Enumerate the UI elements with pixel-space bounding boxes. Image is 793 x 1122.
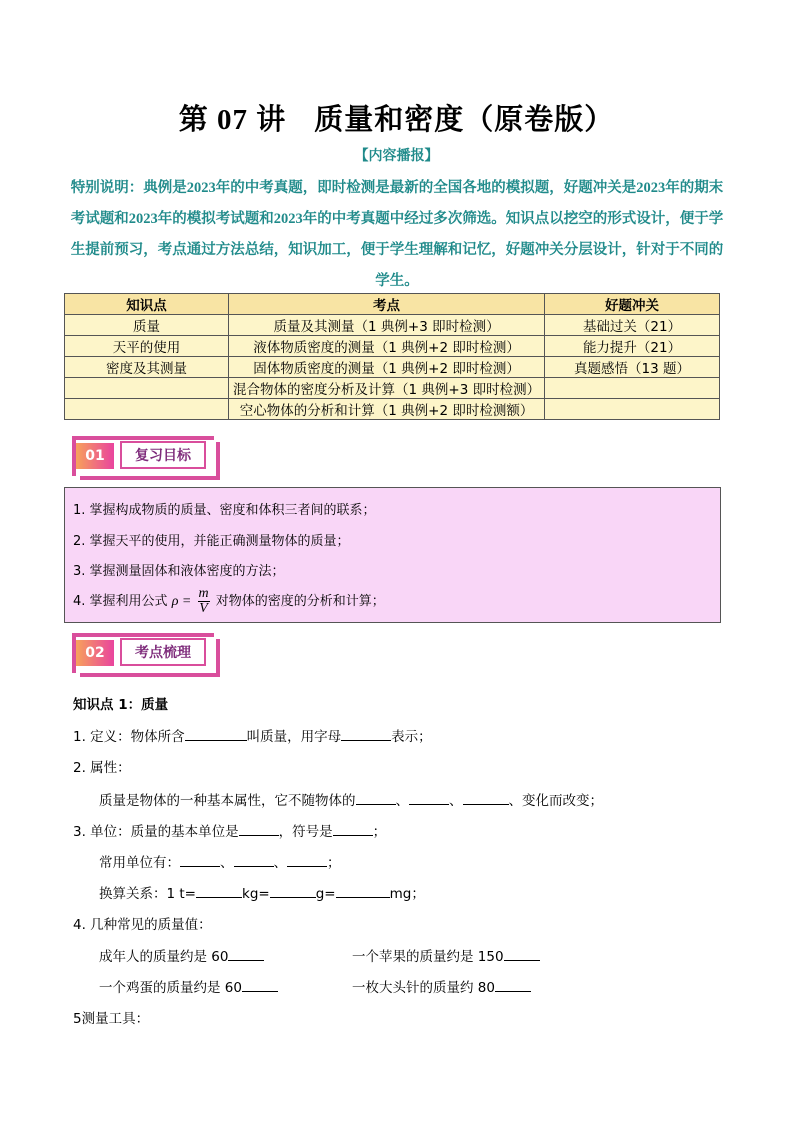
fill-blank[interactable] xyxy=(463,791,509,805)
fill-blank[interactable] xyxy=(287,853,327,867)
table-cell: 固体物质密度的测量（1 典例+2 即时检测） xyxy=(229,357,545,378)
fill-blank[interactable] xyxy=(341,727,391,741)
fill-blank[interactable] xyxy=(495,978,531,992)
goal-item: 1. 掌握构成物质的质量、密度和体积三者间的联系； xyxy=(73,503,376,518)
property-heading: 2. 属性： xyxy=(73,760,131,776)
table-cell: 真题感悟（13 题） xyxy=(545,357,720,378)
table-cell: 密度及其测量 xyxy=(65,357,229,378)
page-title: 第 07 讲 质量和密度（原卷版） xyxy=(178,104,615,136)
table-cell xyxy=(65,378,229,399)
table-header: 知识点 xyxy=(65,294,229,315)
fill-blank[interactable] xyxy=(234,853,274,867)
unit-line: 3. 单位：质量的基本单位是 ，符号是 ； xyxy=(73,824,387,840)
table-header: 考点 xyxy=(229,294,545,315)
table-cell xyxy=(65,399,229,420)
fill-blank[interactable] xyxy=(228,947,264,961)
table-cell: 液体物质密度的测量（1 典例+2 即时检测） xyxy=(229,336,545,357)
mass-example: 一个鸡蛋的质量约是 60 xyxy=(99,976,278,996)
table-row xyxy=(65,315,720,336)
definition-line: 1. 定义：物体所含 叫质量，用字母 表示； xyxy=(73,729,432,745)
conversion-line: 换算关系：1 t= kg= g= mg； xyxy=(99,886,425,902)
section-number: 02 xyxy=(76,640,114,666)
fill-blank[interactable] xyxy=(356,791,396,805)
table-cell: 基础过关（21） xyxy=(545,315,720,336)
table-cell: 质量及其测量（1 典例+3 即时检测） xyxy=(229,315,545,336)
table-cell xyxy=(545,378,720,399)
table-cell xyxy=(545,399,720,420)
review-goals-box xyxy=(64,487,721,623)
property-line: 质量是物体的一种基本属性，它不随物体的 、 、 、变化而改变； xyxy=(99,793,603,809)
table-cell: 质量 xyxy=(65,315,229,336)
fill-blank[interactable] xyxy=(196,884,242,898)
fill-blank[interactable] xyxy=(180,853,220,867)
table-header-row xyxy=(65,294,720,315)
table-row xyxy=(65,336,720,357)
mass-example: 一枚大头针的质量约 80 xyxy=(352,976,531,996)
table-header: 好题冲关 xyxy=(545,294,720,315)
table-cell: 天平的使用 xyxy=(65,336,229,357)
fill-blank[interactable] xyxy=(242,978,278,992)
section-number: 01 xyxy=(76,443,114,469)
common-units-line: 常用单位有： 、 、 ； xyxy=(99,855,341,871)
fill-blank[interactable] xyxy=(270,884,316,898)
fill-blank[interactable] xyxy=(336,884,390,898)
section-label: 复习目标 xyxy=(120,441,206,469)
table-row xyxy=(65,378,720,399)
formula-rho: ρ = xyxy=(171,594,192,609)
fill-blank[interactable] xyxy=(333,822,373,836)
fill-blank[interactable] xyxy=(239,822,279,836)
goal-item: 3. 掌握测量固体和液体密度的方法； xyxy=(73,564,285,579)
section-label: 考点梳理 xyxy=(120,638,206,666)
measuring-tool-heading: 5测量工具： xyxy=(73,1011,150,1027)
common-mass-heading: 4. 几种常见的质量值： xyxy=(73,917,212,933)
table-cell: 混合物体的密度分析及计算（1 典例+3 即时检测） xyxy=(229,378,545,399)
table-row xyxy=(65,357,720,378)
mass-example: 成年人的质量约是 60 xyxy=(99,945,264,965)
formula-fraction: $\frac{m}{V}$ xyxy=(198,586,209,616)
table-row xyxy=(65,399,720,420)
goal-item: 4. 掌握利用公式 ρ = $\frac{m}{V}$ 对物体的密度的分析和计算； xyxy=(73,586,385,616)
table-cell: 空心物体的分析和计算（1 典例+2 即时检测额） xyxy=(229,399,545,420)
knowledge-point-heading: 知识点 1：质量 xyxy=(73,697,169,713)
goal-item: 2. 掌握天平的使用，并能正确测量物体的质量； xyxy=(73,534,350,549)
fill-blank[interactable] xyxy=(185,727,247,741)
content-tag: 【内容播报】 xyxy=(354,149,439,164)
mass-example: 一个苹果的质量约是 150 xyxy=(352,945,540,965)
topics-table xyxy=(64,293,720,420)
special-note: 特别说明：典例是2023年的中考真题，即时检测是最新的全国各地的模拟题，好题冲关是2023年的期末考试题和2023年的模拟考试题和2023年的中考真题中经过多次筛选。知识点以挖空的形式设计，便于学生提前预习，考点通过方法总结，知识加工，便于学生理解和记忆，好题冲关分层设计，针对于不同的学生。 xyxy=(70,180,724,289)
table-cell: 能力提升（21） xyxy=(545,336,720,357)
fill-blank[interactable] xyxy=(504,947,540,961)
fill-blank[interactable] xyxy=(409,791,449,805)
